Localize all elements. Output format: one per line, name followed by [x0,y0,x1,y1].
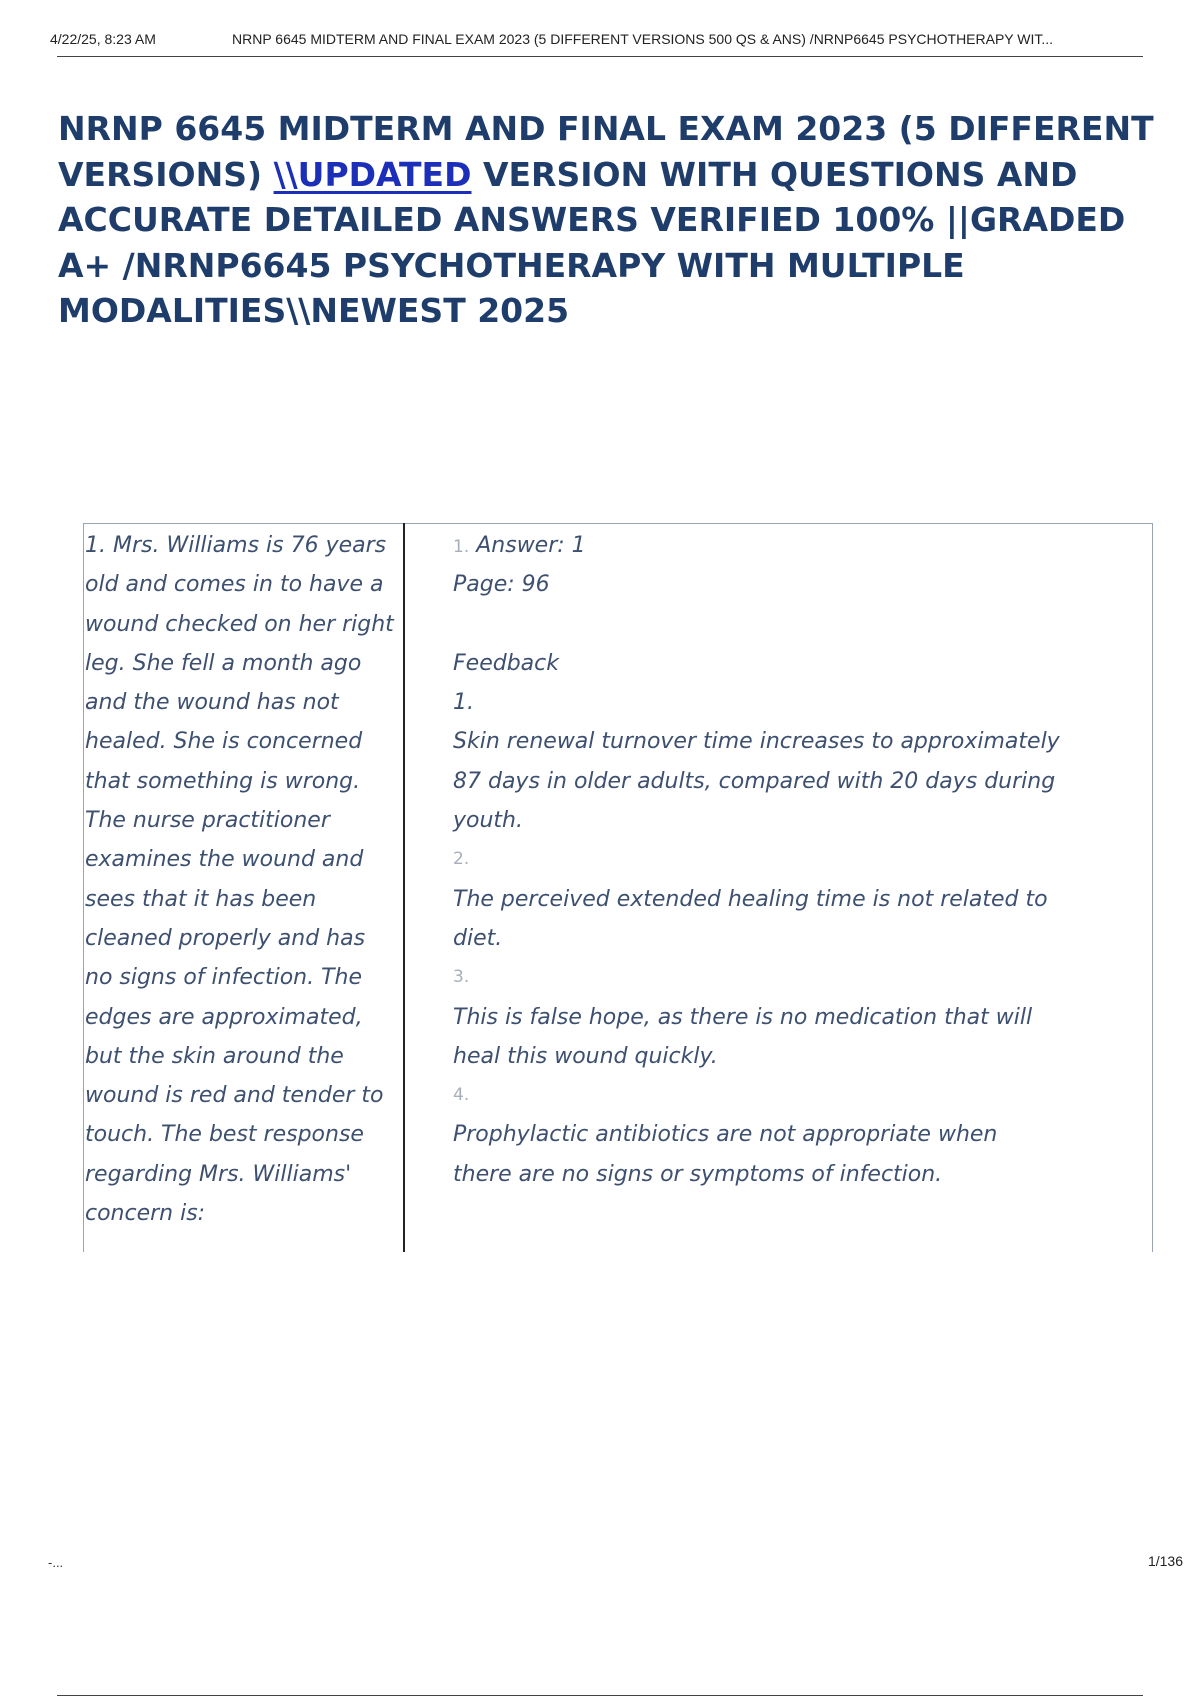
answer-column [453,526,1133,1194]
table-border-top [83,523,1153,524]
print-datetime: 4/22/25, 8:23 AM [50,31,156,47]
table-border-left [83,523,84,1252]
footer-rule [57,1695,1143,1696]
question-table [83,523,1153,1252]
feedback-2-line-1: The perceived extended healing time is not related to [453,886,1048,912]
blank-line [453,605,1133,644]
feedback-4-line-1: Prophylactic antibiotics are not appropriate when [453,1122,998,1148]
feedback-3-line-2: heal this wound quickly. [453,1043,718,1069]
feedback-4-number: 4. [453,1085,470,1106]
page-number: 1/136 [1147,1553,1183,1569]
feedback-1-line-1: Skin renewal turnover time increases to approximately [453,729,1060,755]
feedback-1-line-2: 87 days in older adults, compared with 20 days during [453,768,1056,794]
answer-row [453,526,1133,565]
answer-number: 1. [453,537,470,557]
table-column-divider [403,523,405,1252]
feedback-label: Feedback [453,650,559,676]
feedback-1-line-3: youth. [453,808,523,834]
title-text-end: VERSION WITH QUESTIONS AND ACCURATE DETAILED ANSWERS VERIFIED 100% ||GRADED A+ /NRNP6645 PSYCHOTHERAPY WITH MULTIPLE MODALITIES\\NEWEST 2025 [58,154,1126,330]
print-document-title: NRNP 6645 MIDTERM AND FINAL EXAM 2023 (5 DIFFERENT VERSIONS 500 QS & ANS) /NRNP6645 PSYCHOTHERAPY WIT... [232,31,1054,47]
table-border-right [1152,523,1153,1252]
feedback-1-number: 1. [453,690,474,716]
title-text-start: NRNP 6645 MIDTERM AND FINAL EXAM 2023 (5 DIFFERENT VERSIONS) [58,109,1154,194]
document-title [58,106,1158,334]
updated-link[interactable]: \\UPDATED [273,154,472,194]
feedback-3-number: 3. [453,967,470,988]
page-line: Page: 96 [453,572,550,598]
question-text: 1. Mrs. Williams is 76 years old and comes in to have a wound checked on her right leg. She fell a month ago and the wound has not healed. She is concerned that something is wrong. The nurse practitioner examines the wound and sees that it has been cleaned properly and has no signs of infection. The edges are approximated, but the skin around the wound is red and tender to touch. The best response regarding Mrs. Williams' concern is: [85,533,394,1227]
footer-url: -... [48,1555,64,1570]
feedback-4-line-2: there are no signs or symptoms of infection. [453,1161,943,1187]
feedback-2-number: 2. [453,849,470,870]
header-rule [57,56,1143,57]
feedback-2-line-2: diet. [453,925,503,951]
feedback-3-line-1: This is false hope, as there is no medication that will [453,1004,1033,1030]
answer-line: Answer: 1 [476,533,586,558]
